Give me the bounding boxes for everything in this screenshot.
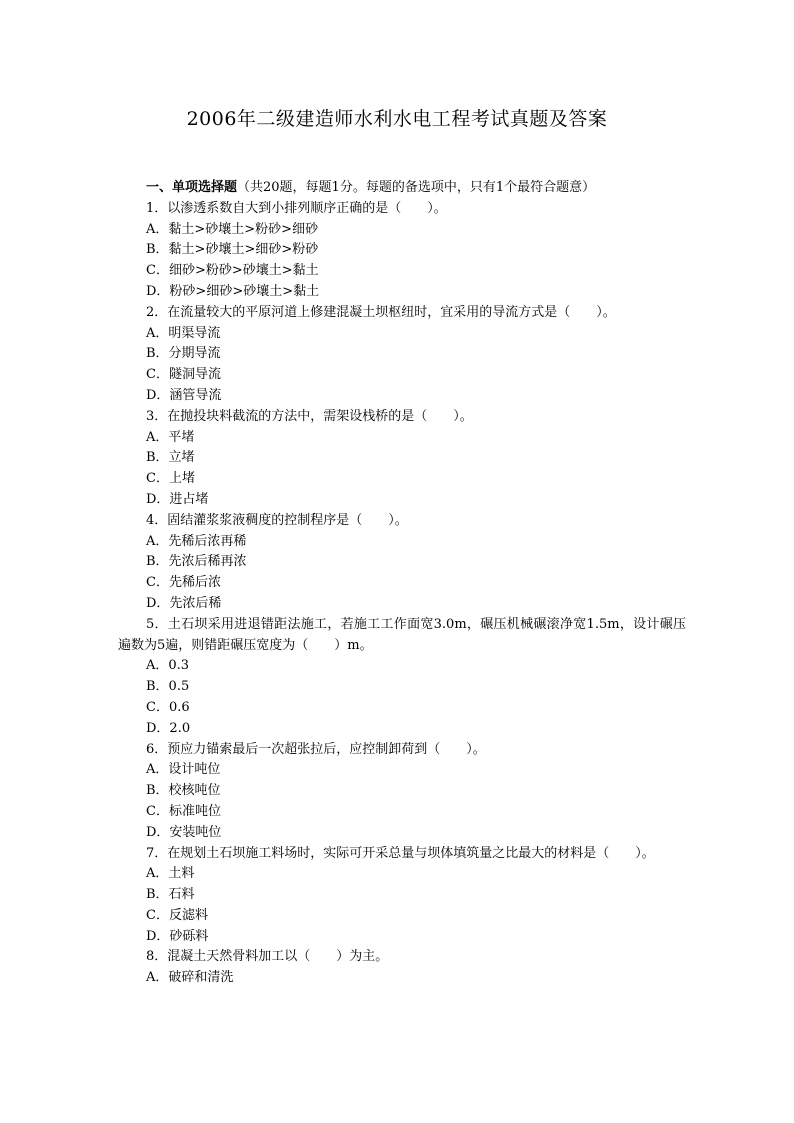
option: D．涵管导流 [146, 387, 222, 403]
option: B．石料 [146, 887, 195, 903]
question-text: 5．土石坝采用进退错距法施工，若施工工作面宽3.0m，碾压机械碾滚净宽1.5m，设计碾压遍数为5遍，则错距碾压宽度为（ ）m。 [118, 616, 686, 653]
option: A．土料 [146, 866, 195, 882]
question-text: 1．以渗透系数自大到小排列顺序正确的是（ ）。 [146, 200, 447, 216]
option: A．破碎和清洗 [146, 970, 234, 986]
section-heading [118, 178, 686, 199]
exam-content [118, 178, 686, 989]
option: D．进占堵 [146, 491, 209, 507]
option: C．隧洞导流 [146, 367, 221, 383]
question-text: 3．在抛投块料截流的方法中，需架设栈桥的是（ ）。 [146, 408, 473, 424]
page-title: 2006年二级建造师水利水电工程考试真题及答案 [186, 108, 608, 130]
question-text: 8．混凝土天然骨料加工以（ ）为主。 [146, 949, 389, 965]
option: C．标准吨位 [146, 803, 221, 819]
option: C．0.6 [146, 699, 190, 715]
option: A．先稀后浓再稀 [146, 533, 247, 549]
question-text: 2．在流量较大的平原河道上修建混凝土坝枢纽时，宜采用的导流方式是（ ）。 [146, 304, 616, 320]
option: D．安装吨位 [146, 824, 222, 840]
option: A．0.3 [146, 658, 190, 674]
question-text: 7．在规划土石坝施工料场时，实际可开采总量与坝体填筑量之比最大的材料是（ ）。 [146, 845, 655, 861]
option: B．立堵 [146, 450, 195, 466]
option: B．分期导流 [146, 346, 221, 362]
section-label: 一、单项选择题 [146, 180, 238, 195]
question-text: 6．预应力锚索最后一次超张拉后，应控制卸荷到（ ）。 [146, 741, 486, 757]
option: B．校核吨位 [146, 783, 221, 799]
option: A．明渠导流 [146, 325, 221, 341]
option: A．平堵 [146, 429, 195, 445]
option: B．先浓后稀再浓 [146, 554, 247, 570]
option: B．0.5 [146, 679, 190, 695]
question-text: 4．固结灌浆浆液稠度的控制程序是（ ）。 [146, 512, 408, 528]
section-note: （共20题，每题1分。每题的备选项中，只有1个最符合题意） [237, 180, 596, 195]
option: A．设计吨位 [146, 762, 221, 778]
option: B．黏土>砂壤土>细砂>粉砂 [146, 242, 319, 258]
option: C．先稀后浓 [146, 575, 221, 591]
option: D．粉砂>细砂>砂壤土>黏土 [146, 283, 320, 299]
option: C．反滤料 [146, 907, 208, 923]
option: D．先浓后稀 [146, 595, 222, 611]
option: D．2.0 [146, 720, 191, 736]
option: C．上堵 [146, 471, 195, 487]
option: A．黏土>砂壤土>粉砂>细砂 [146, 221, 319, 237]
option: D．砂砾料 [146, 928, 209, 944]
option: C．细砂>粉砂>砂壤土>黏土 [146, 263, 319, 279]
